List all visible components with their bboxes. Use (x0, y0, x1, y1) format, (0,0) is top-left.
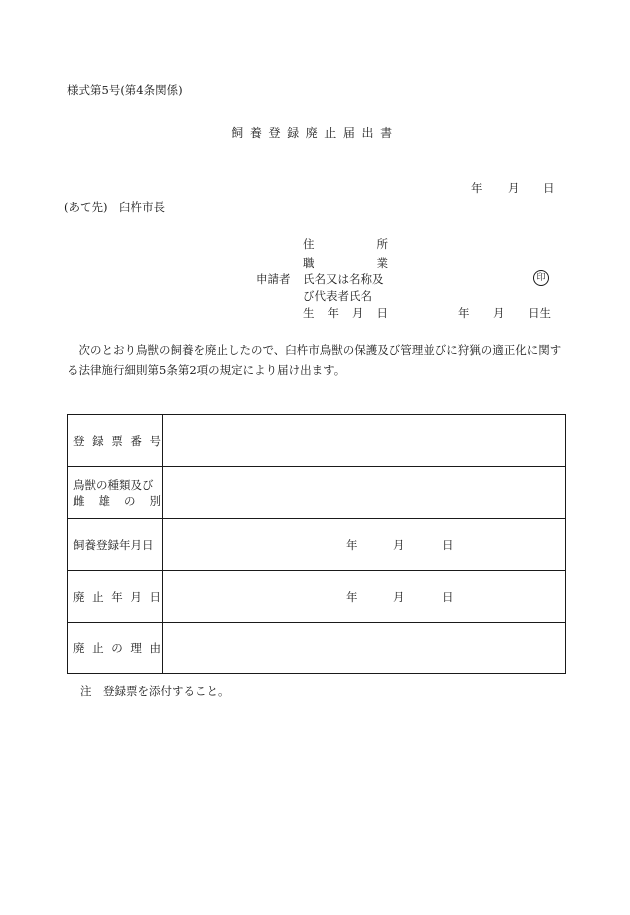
value-day-label: 日 (442, 537, 454, 552)
label-char: の (111, 641, 123, 655)
form-reference: 様式第5号(第4条関係) (67, 83, 183, 97)
label-char: 登 (73, 433, 85, 448)
label-char: 由 (149, 641, 161, 655)
label-char: 日 (149, 589, 161, 604)
label-char: 票 (111, 433, 123, 448)
birth-year-label: 年 (458, 306, 470, 320)
addressee: (あて先) 臼杵市長 (64, 200, 165, 214)
birthdate-char: 生 (303, 306, 315, 320)
label-char: 別 (149, 493, 161, 508)
registration-table (67, 414, 566, 674)
birthdate-label (303, 305, 388, 321)
registration-number-field[interactable] (163, 415, 566, 467)
abolition-date-label (68, 571, 163, 623)
occupation-char: 職 (303, 256, 315, 270)
species-line1: 鳥獣の種類及び (73, 477, 154, 492)
registration-number-label (68, 415, 163, 467)
abolition-reason-label (68, 623, 163, 674)
label-char: 廃 (73, 641, 85, 655)
occupation-char: 業 (376, 256, 388, 270)
birthdate-char: 年 (327, 306, 339, 320)
species-sex-field[interactable] (163, 467, 566, 519)
label-char: 理 (130, 641, 142, 655)
date-month-label: 月 (508, 181, 520, 195)
table-row (68, 623, 566, 674)
value-month-label: 月 (393, 589, 405, 604)
label-char: の (124, 493, 136, 508)
abolition-reason-field[interactable] (163, 623, 566, 674)
species-sex-label (68, 467, 163, 519)
name-label-line1: 氏名又は名称及 (303, 272, 384, 286)
label-char: 番 (130, 433, 142, 448)
birth-month-label: 月 (493, 306, 505, 320)
document-title: 飼養登録廃止届出書 (231, 126, 399, 140)
value-year-label: 年 (346, 589, 358, 604)
birth-day-label: 日生 (528, 306, 551, 320)
table-row (68, 571, 566, 623)
birthdate-char: 日 (376, 306, 388, 320)
body-paragraph: 次のとおり鳥獣の飼養を廃止したので、臼杵市鳥獣の保護及び管理並びに狩猟の適正化に関する法律施行細則第5条第2項の規定により届け出ます。 (67, 343, 562, 377)
registration-date-label: 飼養登録年月日 (68, 519, 163, 571)
date-year-label: 年 (471, 181, 483, 195)
address-char: 住 (303, 237, 315, 251)
table-row (68, 519, 566, 571)
name-label-line2: び代表者氏名 (303, 289, 372, 303)
value-day-label: 日 (442, 589, 454, 604)
label-char: 止 (92, 641, 104, 655)
table-row (68, 467, 566, 519)
value-year-label: 年 (346, 537, 358, 552)
label-char: 雌 (73, 493, 85, 508)
registration-date-field[interactable] (163, 519, 566, 571)
label-char: 雄 (98, 493, 110, 508)
occupation-label (303, 255, 388, 271)
label-char: 録 (92, 433, 104, 448)
applicant-label: 申請者 (256, 272, 291, 286)
label-char: 止 (92, 589, 104, 604)
label-char: 号 (149, 433, 161, 448)
label-char: 廃 (73, 589, 85, 604)
seal-mark: 印 (533, 270, 549, 286)
birthdate-char: 月 (352, 306, 364, 320)
value-month-label: 月 (393, 537, 405, 552)
date-day-label: 日 (543, 181, 555, 195)
table-row (68, 415, 566, 467)
label-char: 年 (111, 589, 123, 604)
abolition-date-field[interactable] (163, 571, 566, 623)
attachment-note: 注 登録票を添付すること。 (80, 684, 230, 698)
label-char: 月 (130, 589, 142, 604)
address-label (303, 236, 388, 252)
address-char: 所 (376, 237, 388, 251)
